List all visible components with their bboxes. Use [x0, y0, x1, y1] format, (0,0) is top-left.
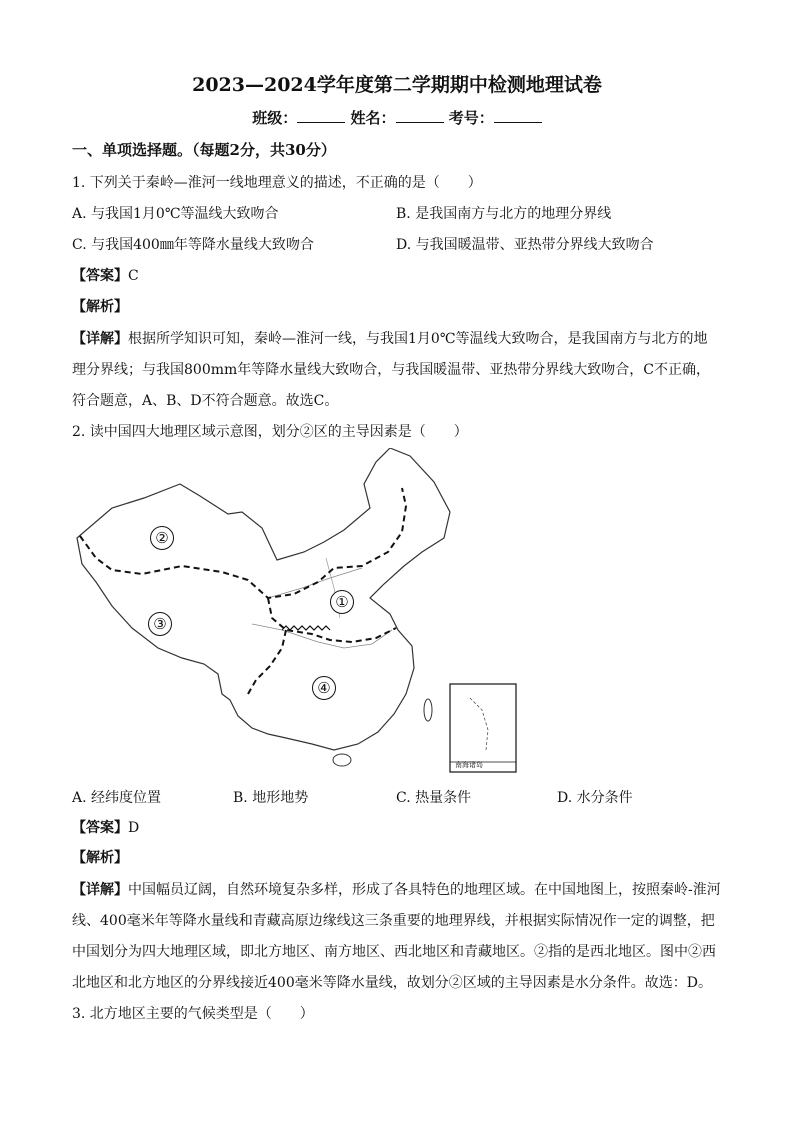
q1-detail-line-3: 符合题意，A、B、D不符合题意。故选C。 [72, 393, 339, 409]
exam-no-blank[interactable] [494, 108, 542, 123]
exam-title: 2023—2024学年度第二学期期中检测地理试卷 [192, 74, 602, 96]
q1-answer-tag: 【答案】 [72, 268, 128, 284]
region-label-1: ① [330, 590, 354, 614]
qinling-mountain-marks [282, 626, 330, 630]
q2-answer [72, 817, 139, 837]
region-label-2: ② [150, 526, 174, 550]
class-label: 班级： [252, 109, 298, 127]
china-map-outline [72, 448, 522, 778]
q1-option-c: C. 与我国400㎜年等降水量线大致吻合 [72, 237, 314, 253]
china-regions-map [72, 448, 522, 778]
section-heading: 一、单项选择题。（每题2分，共30分） [72, 141, 336, 159]
region-label-3: ③ [148, 612, 172, 636]
q1-stem: 1. 下列关于秦岭—淮河一线地理意义的描述，不正确的是（ ） [72, 175, 482, 191]
south-china-sea-inset [450, 684, 516, 772]
q1-detail-tag: 【详解】 [72, 331, 128, 347]
q1-option-d: D. 与我国暖温带、亚热带分界线大致吻合 [396, 237, 654, 253]
name-blank[interactable] [396, 108, 444, 123]
q1-answer-value: C [128, 268, 139, 284]
q2-detail-line-2: 线、400毫米年等降水量线和青藏高原边缘线这三条重要的地理界线，并根据实际情况作一定的调整，把 [72, 913, 715, 929]
inset-caption: 南海诸岛 [455, 761, 483, 769]
q3-stem: 3. 北方地区主要的气候类型是（ ） [72, 1006, 314, 1022]
q2-detail-line-4: 北地区和北方地区的分界线接近400毫米等降水量线，故划分②区域的主导因素是水分条件。故选：D。 [72, 975, 712, 991]
exam-no-label: 考号： [448, 109, 494, 127]
taiwan-island [424, 699, 432, 721]
q1-detail-line-2: 理分界线；与我国800mm年等降水量线大致吻合，与我国暖温带、亚热带分界线大致吻合，C不正确， [72, 362, 710, 378]
student-info-line [0, 107, 794, 128]
region-label-4: ④ [312, 676, 336, 700]
china-outline [77, 448, 450, 750]
q2-answer-value: D [128, 820, 140, 836]
q2-option-c: C. 热量条件 [396, 790, 472, 806]
q1-option-a: A. 与我国1月0℃等温线大致吻合 [72, 206, 279, 222]
q2-option-b: B. 地形地势 [233, 790, 309, 806]
boundary-line-north [80, 488, 406, 598]
q2-answer-tag: 【答案】 [72, 820, 128, 836]
q2-option-a: A. 经纬度位置 [72, 790, 162, 806]
q2-analysis-tag: 【解析】 [72, 850, 128, 866]
name-label: 姓名： [350, 109, 396, 127]
q1-option-b: B. 是我国南方与北方的地理分界线 [396, 206, 612, 222]
q2-detail-tag: 【详解】 [72, 882, 128, 898]
q2-detail-line-3: 中国划分为四大地理区域，即北方地区、南方地区、西北地区和青藏地区。②指的是西北地区。图中②西 [72, 944, 716, 960]
q2-stem: 2. 读中国四大地理区域示意图，划分②区的主导因素是（ ） [72, 424, 468, 440]
q2-detail-line-1: 【详解】中国幅员辽阔，自然环境复杂多样，形成了各具特色的地理区域。在中国地图上，按照秦岭-淮河 [72, 882, 721, 898]
q2-option-d: D. 水分条件 [557, 790, 633, 806]
q1-answer [72, 265, 139, 285]
q1-analysis-tag: 【解析】 [72, 299, 128, 315]
hainan-island [333, 754, 351, 766]
class-blank[interactable] [297, 108, 345, 123]
q1-detail-line-1: 【详解】根据所学知识可知，秦岭—淮河一线，与我国1月0℃等温线大致吻合，是我国南方与北方的地 [72, 331, 708, 347]
boundary-line-plateau [248, 630, 286, 694]
